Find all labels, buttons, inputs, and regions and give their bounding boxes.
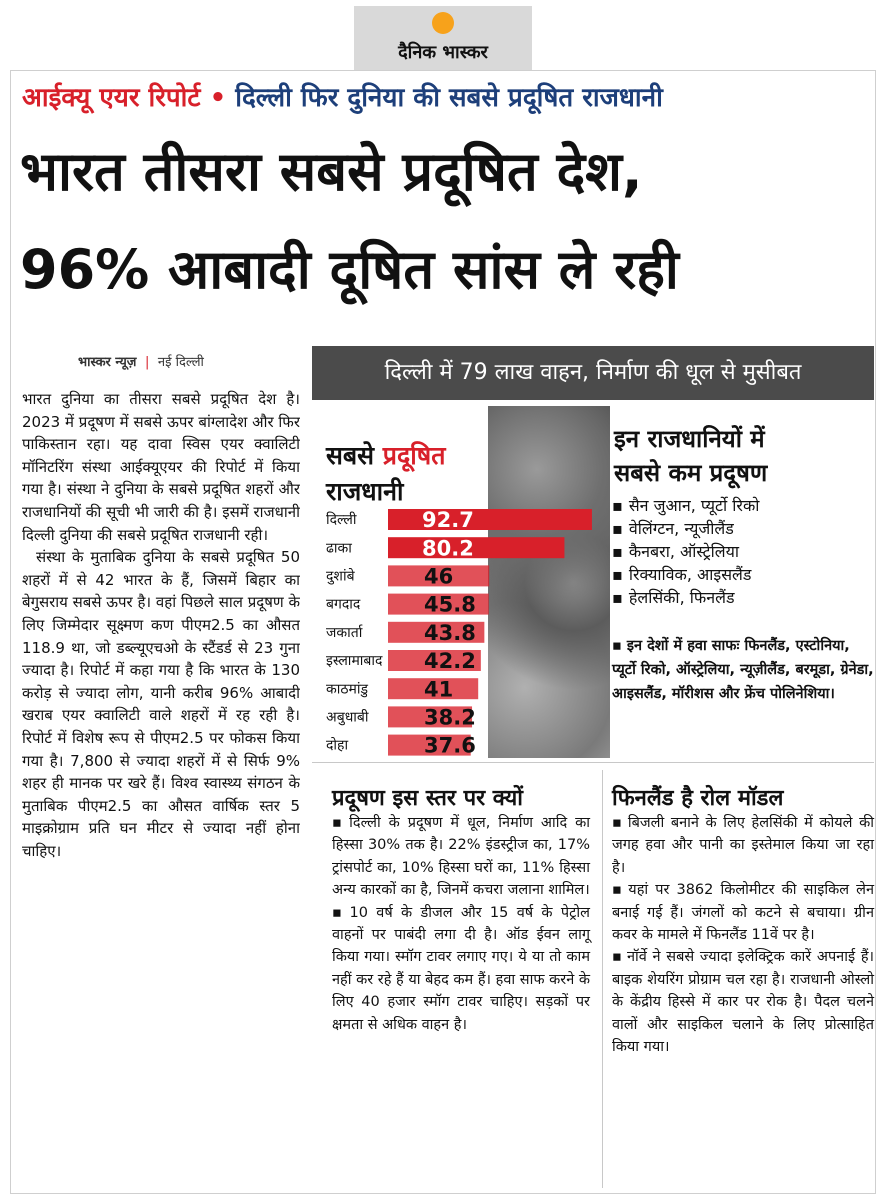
- article-body: [22, 388, 300, 1188]
- brand-name: दैनिक भास्कर: [398, 42, 488, 63]
- chart-title-part-a: सबसे: [326, 441, 383, 470]
- bullet-icon: ▪: [612, 542, 623, 561]
- finland-body: [612, 812, 874, 1058]
- finland-text-1: बिजली बनाने के लिए हेलसिंकी में कोयले की जगह हवा और पानी का इस्तेमाल किया जा रहा है।: [612, 815, 874, 876]
- headline-line-2: 96% आबादी दूषित सांस ले रही: [20, 238, 679, 301]
- sub-headline-banner: दिल्ली में 79 लाख वाहन, निर्माण की धूल से मुसीबत: [312, 346, 874, 400]
- least-polluted-heading-line-2: सबसे कम प्रदूषण: [614, 459, 768, 487]
- section-divider-vertical: [602, 770, 603, 1188]
- chart-category-label: दोहा: [326, 737, 349, 754]
- chart-value-label: 92.7: [422, 508, 474, 533]
- bullet-icon: ▪: [612, 949, 623, 966]
- least-polluted-heading-line-1: इन राजधानियों में: [614, 425, 765, 453]
- chart-value-label: 37.6: [424, 733, 476, 758]
- chart-value-label: 43.8: [424, 620, 476, 645]
- finland-paragraph-2: [612, 879, 874, 946]
- clean-countries-text: इन देशों में हवा साफः फिनलैंड, एस्टोनिया, प्यूर्टो रिको, ऑस्ट्रेलिया, न्यूज़ीलैंड, बरमूडा, ग्रेनेडा, आइसलैंड, मॉरीशस और फ्रेंच पोलिनेशिया।: [612, 638, 874, 702]
- chart-value-label: 46: [424, 564, 454, 589]
- body-paragraph-2: संस्था के मुताबिक दुनिया के सबसे प्रदूषित 50 शहरों में से 42 भारत के हैं, जिसमें बिहार का बेगुसराय सबसे ऊपर है। वहां पिछले साल प्रदूषण के लिए जिम्मेदार सूक्ष्मण कण पीएम2.5 का औसत 118.9 था, जो डब्ल्यूएचओ के स्टैंडर्ड से 23 गुना ज्यादा है। रिपोर्ट में कहा गया है कि भारत के 130 करोड़ से ज्यादा लोग, यानी करीब 96% आबादी खराब एयर क्वालिटी वाले शहरों में रह रही है। रिपोर्ट में विशेष रूप से पीएम2.5 पर फोकस किया गया है। 7,800 से ज्यादा शहरों में से सिर्फ 9% शहर ही मानक पर खरे हैं। विश्व स्वास्थ्य संगठन के मुताबिक पीएम2.5 का औसत वार्षिक स्तर 5 माइक्रोग्राम प्रति घन मीटर से ज्यादा नहीं होना चाहिए।: [22, 548, 300, 860]
- bullet-icon: ▪: [332, 904, 346, 921]
- chart-category-label: बगदाद: [326, 596, 361, 613]
- bullet-icon: ▪: [612, 496, 623, 515]
- least-polluted-item-text: कैनबरा, ऑस्ट्रेलिया: [628, 542, 740, 561]
- bullet-icon: ▪: [612, 638, 622, 654]
- clean-countries-note: [612, 634, 874, 706]
- least-polluted-list: [612, 494, 874, 609]
- finland-paragraph-1: [612, 812, 874, 879]
- chart-category-label: इस्लामाबाद: [326, 653, 383, 670]
- least-polluted-heading: [614, 422, 767, 490]
- sun-logo-icon: [432, 12, 454, 34]
- byline: [78, 352, 204, 370]
- finland-text-2: यहां पर 3862 किलोमीटर की साइकिल लेन बनाई गई हैं। जंगलों को कटने से बचाया। ग्रीन कवर के मामले में फिनलैंड 11वें पर है।: [612, 882, 874, 944]
- least-polluted-item-text: वेलिंग्टन, न्यूजीलैंड: [628, 519, 734, 538]
- chart-title-part-b: प्रदूषित: [382, 441, 446, 470]
- chart-value-label: 45.8: [424, 592, 476, 617]
- finland-paragraph-3: [612, 946, 874, 1058]
- chart-bar: [388, 536, 564, 561]
- chart-value-label: 38.2: [424, 705, 476, 730]
- section-divider-horizontal: [312, 762, 874, 763]
- byline-separator: |: [144, 355, 150, 370]
- chart-value-label: 80.2: [422, 536, 474, 561]
- headline-line-1: भारत तीसरा सबसे प्रदूषित देश,: [20, 140, 643, 203]
- least-polluted-item: [612, 494, 874, 517]
- bullet-icon: ▪: [612, 565, 623, 584]
- why-body: [332, 812, 590, 1036]
- masthead: [354, 6, 532, 70]
- chart-category-label: जकार्ता: [326, 624, 363, 641]
- least-polluted-item: [612, 563, 874, 586]
- bullet-icon: ▪: [332, 815, 346, 831]
- chart-value-label: 42.2: [424, 649, 476, 674]
- why-paragraph-1: [332, 812, 590, 902]
- byline-city: नई दिल्ली: [157, 355, 204, 370]
- chart-category-label: दुशांबे: [326, 568, 355, 585]
- chart-category-label: अबुधाबी: [326, 709, 369, 726]
- chart-bar: [388, 508, 592, 533]
- least-polluted-item-text: सैन जुआन, प्यूर्टो रिको: [628, 496, 760, 515]
- kicker: [22, 78, 872, 114]
- bullet-icon: ▪: [612, 588, 623, 607]
- least-polluted-item-text: हेलसिंकी, फिनलैंड: [628, 588, 735, 607]
- body-paragraph-1: भारत दुनिया का तीसरा सबसे प्रदूषित देश है। 2023 में प्रदूषण में सबसे ऊपर बांग्लादेश और फिर पाकिस्तान रहा। यह दावा स्विस एयर क्वालिटी मॉनिटरिंग संस्था आईक्यूएयर की रिपोर्ट में किया गया है। संस्था ने दुनिया के सबसे प्रदूषित शहरों और राजधानियों की सूची भी जारी की है। इसमें राजधानी दिल्ली दुनिया की सबसे प्रदूषित राजधानी रही।: [22, 390, 300, 544]
- why-heading: प्रदूषण इस स्तर पर क्यों: [332, 786, 523, 811]
- chart-category-label: काठमांडु: [326, 681, 368, 698]
- least-polluted-item: [612, 517, 874, 540]
- bullet-icon: ▪: [612, 882, 625, 899]
- bullet-icon: ▪: [612, 815, 624, 831]
- chart-svg: [312, 406, 610, 758]
- finland-text-3: नॉर्वे ने सबसे ज्यादा इलेक्ट्रिक कारें अपनाई हैं। बाइक शेयरिंग प्रोग्राम चल रहा है। राजधानी ओस्लो के केंद्रीय हिस्से में कार पर रोक है। पैदल चलने वालों और साइकिल चलाने के लिए प्रोत्साहित किया गया।: [612, 949, 875, 1056]
- least-polluted-item-text: रिक्याविक, आइसलैंड: [628, 565, 752, 584]
- byline-source: भास्कर न्यूज़: [78, 355, 137, 370]
- kicker-bullet: •: [209, 83, 227, 113]
- bullet-icon: ▪: [612, 519, 623, 538]
- polluted-capitals-chart: [312, 406, 610, 758]
- chart-category-label: दिल्ली: [326, 512, 357, 529]
- least-polluted-item: [612, 586, 874, 609]
- kicker-text: दिल्ली फिर दुनिया की सबसे प्रदूषित राजधानी: [235, 83, 663, 113]
- kicker-label: आईक्यू एयर रिपोर्ट: [22, 83, 201, 113]
- least-polluted-item: [612, 540, 874, 563]
- why-text-1: दिल्ली के प्रदूषण में धूल, निर्माण आदि का हिस्सा 30% तक है। 22% इंडस्ट्रीज का, 17% ट्रांसपोर्ट का, 10% हिस्सा घरों का, 11% हिस्सा अन्य कारकों का है, जिनमें कचरा जलाना शामिल।: [332, 815, 591, 899]
- chart-title-part-c: राजधानी: [326, 477, 404, 506]
- why-paragraph-2: [332, 902, 590, 1036]
- finland-heading: फिनलैंड है रोल मॉडल: [612, 786, 784, 811]
- chart-value-label: 41: [424, 677, 454, 702]
- chart-category-label: ढाका: [326, 540, 352, 557]
- why-text-2: 10 वर्ष के डीजल और 15 वर्ष के पेट्रोल वाहनों पर पाबंदी लगा दी है। ऑड ईवन लागू किया गया। स्मॉग टावर लगाए गए। ये या तो काम नहीं कर रहे हैं या बेहद कम हैं। हवा साफ करने के लिए 40 हजार स्मॉग टावर चाहिए। सड़कों पर क्षमता से अधिक वाहन है।: [332, 904, 591, 1033]
